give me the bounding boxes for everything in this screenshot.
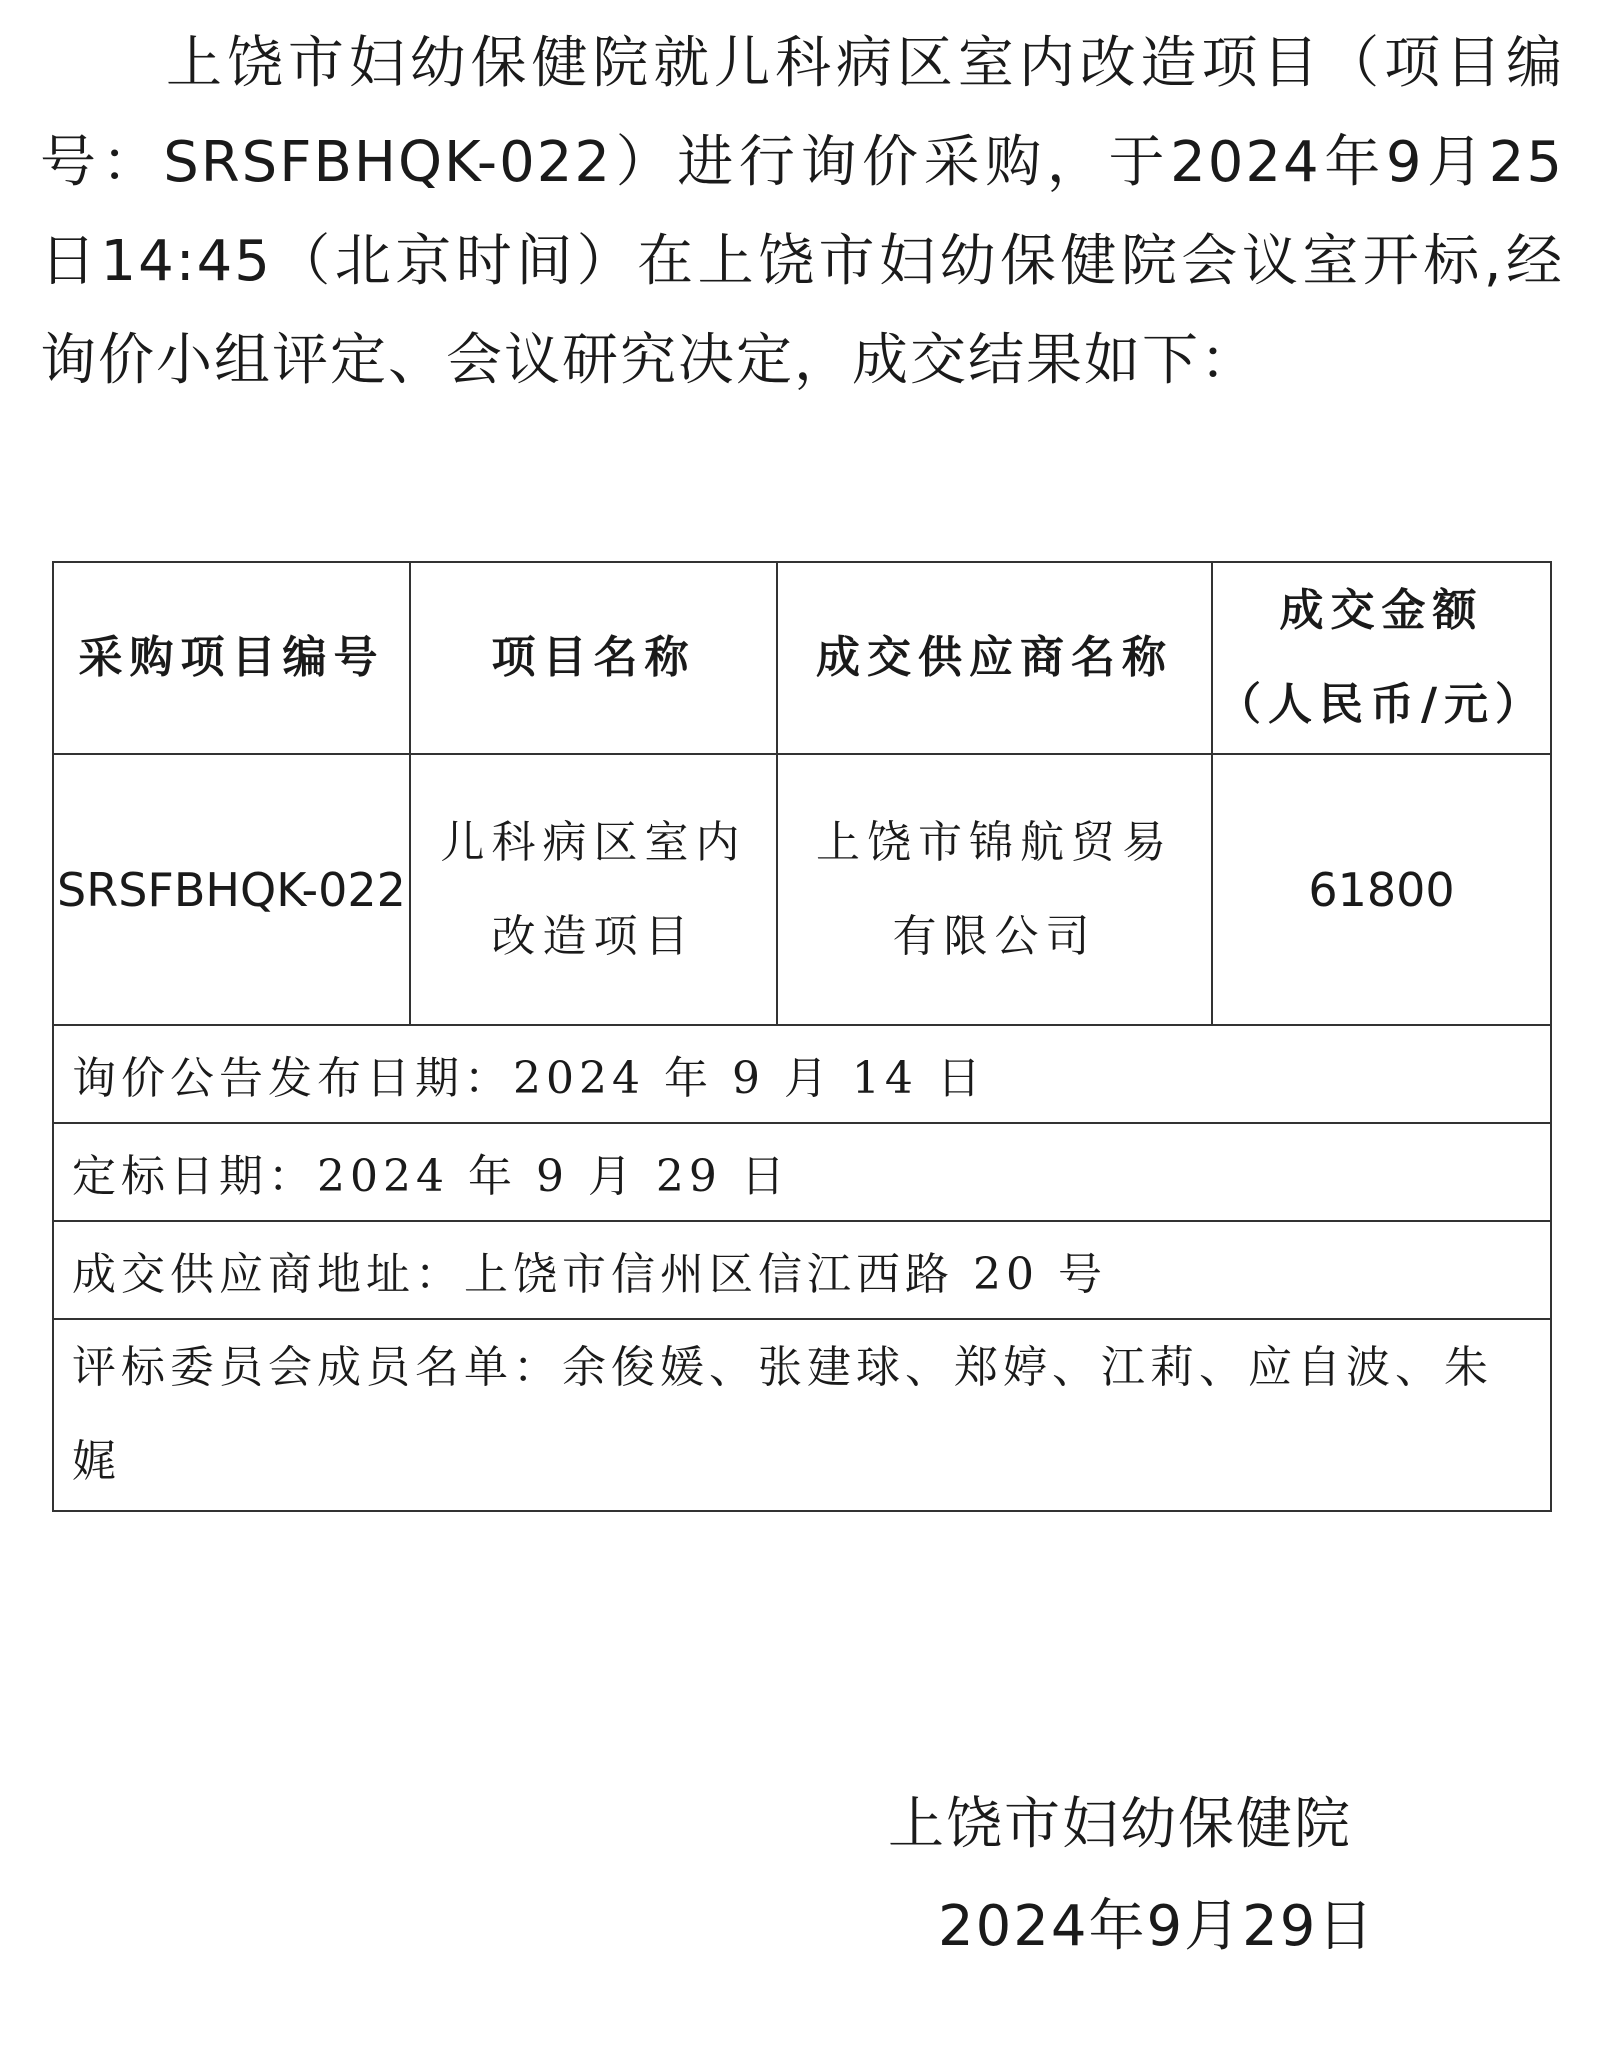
header-supplier: 成交供应商名称 xyxy=(777,562,1212,754)
table-row xyxy=(53,754,1551,1025)
header-amount-line1: 成交金额 xyxy=(1279,585,1484,636)
cell-project-name xyxy=(410,754,777,1025)
header-project-code: 采购项目编号 xyxy=(53,562,410,754)
signature-date: 2024年9月29日 xyxy=(938,1894,1376,1959)
intro-paragraph: 上饶市妇幼保健院就儿科病区室内改造项目（项目编号：SRSFBHQK-022）进行询价采购，于2024年9月25日14:45（北京时间）在上饶市妇幼保健院会议室开标,经询价小组评定、会议研究决定，成交结果如下： xyxy=(40,31,1564,393)
header-project-name: 项目名称 xyxy=(410,562,777,754)
supplier-address: 成交供应商地址：上饶市信州区信江西路 20 号 xyxy=(53,1221,1551,1319)
committee-row xyxy=(53,1319,1551,1511)
supplier-address-row xyxy=(53,1221,1551,1319)
cell-supplier xyxy=(777,754,1212,1025)
cell-amount: 61800 xyxy=(1212,754,1551,1025)
award-date: 定标日期：2024 年 9 月 29 日 xyxy=(53,1123,1551,1221)
cell-supplier-text: 上饶市锦航贸易有限公司 xyxy=(816,816,1173,962)
signature-organization: 上饶市妇幼保健院 xyxy=(888,1792,1352,1857)
cell-project-code: SRSFBHQK-022 xyxy=(53,754,410,1025)
committee-list: 评标委员会成员名单：余俊媛、张建球、郑婷、江莉、应自波、朱娓 xyxy=(53,1319,1551,1511)
result-table xyxy=(52,561,1552,1512)
header-amount xyxy=(1212,562,1551,754)
table-header-row xyxy=(53,562,1551,754)
award-date-row xyxy=(53,1123,1551,1221)
header-amount-line2: （人民币/元） xyxy=(1216,679,1547,730)
cell-project-name-text: 儿科病区室内改造项目 xyxy=(440,816,747,962)
announce-date-row xyxy=(53,1025,1551,1123)
announce-date: 询价公告发布日期：2024 年 9 月 14 日 xyxy=(53,1025,1551,1123)
